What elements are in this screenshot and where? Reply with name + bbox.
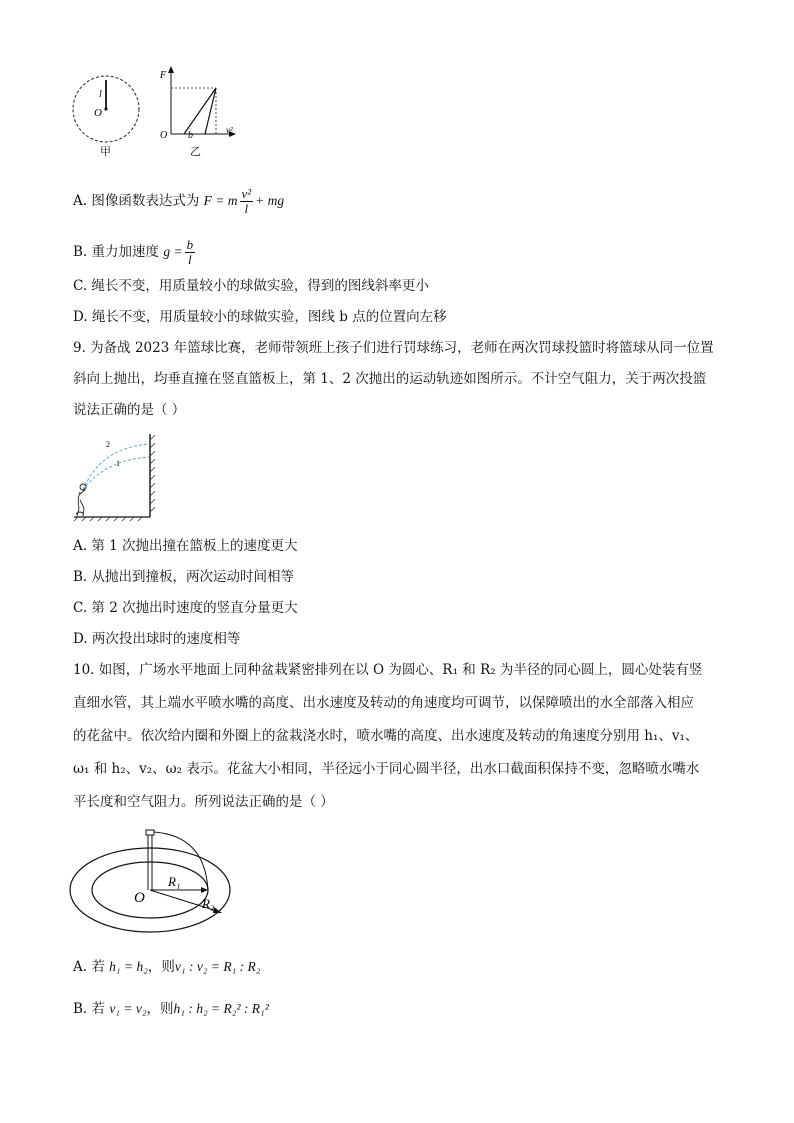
q8-b-fraction xyxy=(185,238,196,267)
trajectory-label-2: 2 xyxy=(106,440,110,449)
wall-hatching xyxy=(150,435,155,512)
axis-v2-label: v² xyxy=(226,125,233,135)
q10-b-cond: v₁ = v₂ xyxy=(109,1001,147,1016)
q8-option-b xyxy=(73,238,197,267)
q8-a-formula-f: F = m xyxy=(203,193,238,208)
q8-b-formula-g: g = xyxy=(163,244,183,259)
nozzle xyxy=(146,830,154,835)
q10-stem-3: 的花盆中。依次给内圈和外圈上的盆栽浇水时，喷水嘴的高度、出水速度及转动的角速度分别用 h₁、v₁、 xyxy=(73,728,699,744)
label-o: O xyxy=(134,890,145,906)
q8-a-formula-tail: + mg xyxy=(255,193,285,208)
label-o: O xyxy=(94,107,102,119)
q10-b-mid: ，则 xyxy=(146,1001,174,1017)
label-r1: R₁ xyxy=(168,874,181,889)
q10-stem-5: 平长度和空气阻力。所列说法正确的是（ ） xyxy=(73,794,334,810)
q10-stem-4: ω₁ 和 h₂、v₂、ω₂ 表示。花盆大小相同，半径远小于同心圆半径，出水口截面积保持不变，忽略喷水嘴水 xyxy=(73,761,700,777)
label-l: l xyxy=(99,89,102,100)
q8-option-c: C. 绳长不变，用质量较小的球做实验，得到的图线斜率更小 xyxy=(73,278,429,294)
axis-o-label: O xyxy=(160,130,168,141)
q9-stem-2: 斜向上抛出，均垂直撞在竖直篮板上，第 1、2 次抛出的运动轨迹如图所示。不计空气阻力，关于两次投篮 xyxy=(73,371,707,387)
q8-a-fraction xyxy=(240,187,254,216)
f-axis-arrow xyxy=(168,66,174,73)
q10-a-mid: ，则 xyxy=(147,959,175,975)
q10-a-cond: h₁ = h₂ xyxy=(109,959,148,974)
caption-jia: 甲 xyxy=(100,145,111,158)
q10-stem-1: 10. 如图，广场水平地面上同种盆栽紧密排列在以 O 为圆心、R₁ 和 R₂ 为半径的同心圆上，圆心处装有竖 xyxy=(73,662,703,678)
q10-b-prefix: B. 若 xyxy=(73,1001,106,1017)
q9-stem-3: 说法正确的是（ ） xyxy=(73,402,186,418)
q8-a-den: l xyxy=(244,201,249,216)
q8-a-num: v² xyxy=(241,186,252,201)
q8-b-den: l xyxy=(188,252,192,267)
q10-option-a xyxy=(73,958,261,976)
q10-stem-2: 直细水管，其上端水平喷水嘴的高度、出水速度及转动的角速度均可调节，以保障喷出的水全部落入相应 xyxy=(73,695,694,711)
q9-option-a: A. 第 1 次抛出撞在篮板上的速度更大 xyxy=(73,538,298,554)
trajectory-label-1: 1 xyxy=(116,459,120,468)
graph-line-main xyxy=(184,88,216,134)
q8-option-d: D. 绳长不变，用质量较小的球做实验，图线 b 点的位置向左移 xyxy=(73,309,447,325)
axis-b-label: b xyxy=(188,130,193,141)
radius-r1-arrow xyxy=(201,887,208,893)
caption-yi: 乙 xyxy=(190,145,201,158)
label-r2: R₂ xyxy=(202,896,215,911)
q9-option-d: D. 两次投出球时的速度相等 xyxy=(73,631,241,647)
q10-a-result: v₁ : v₂ = R₁ : R₂ xyxy=(174,959,261,974)
basketball-figure xyxy=(70,430,160,522)
q8-option-a xyxy=(73,187,284,216)
q9-option-c: C. 第 2 次抛出时速度的竖直分量更大 xyxy=(73,600,298,616)
q8-b-num: b xyxy=(186,237,194,252)
fountain-figure xyxy=(68,826,238,936)
q10-a-prefix: A. 若 xyxy=(73,959,105,975)
q8-b-prefix: B. 重力加速度 xyxy=(73,244,160,260)
q8-a-prefix: A. 图像函数表达式为 xyxy=(73,193,200,209)
q9-stem-1: 9. 为备战 2023 年篮球比赛，老师带领班上孩子们进行罚球练习，老师在两次罚球投篮时将篮球从同一位置 xyxy=(73,340,714,356)
axis-f-label: F xyxy=(160,70,167,81)
q10-option-b xyxy=(73,1000,269,1018)
center-point xyxy=(104,107,107,110)
q10-b-result: h₁ : h₂ = R₂² : R₁² xyxy=(173,1001,269,1016)
q9-option-b: B. 从抛出到撞板，两次运动时间相等 xyxy=(73,569,295,585)
figure-top xyxy=(60,62,250,162)
